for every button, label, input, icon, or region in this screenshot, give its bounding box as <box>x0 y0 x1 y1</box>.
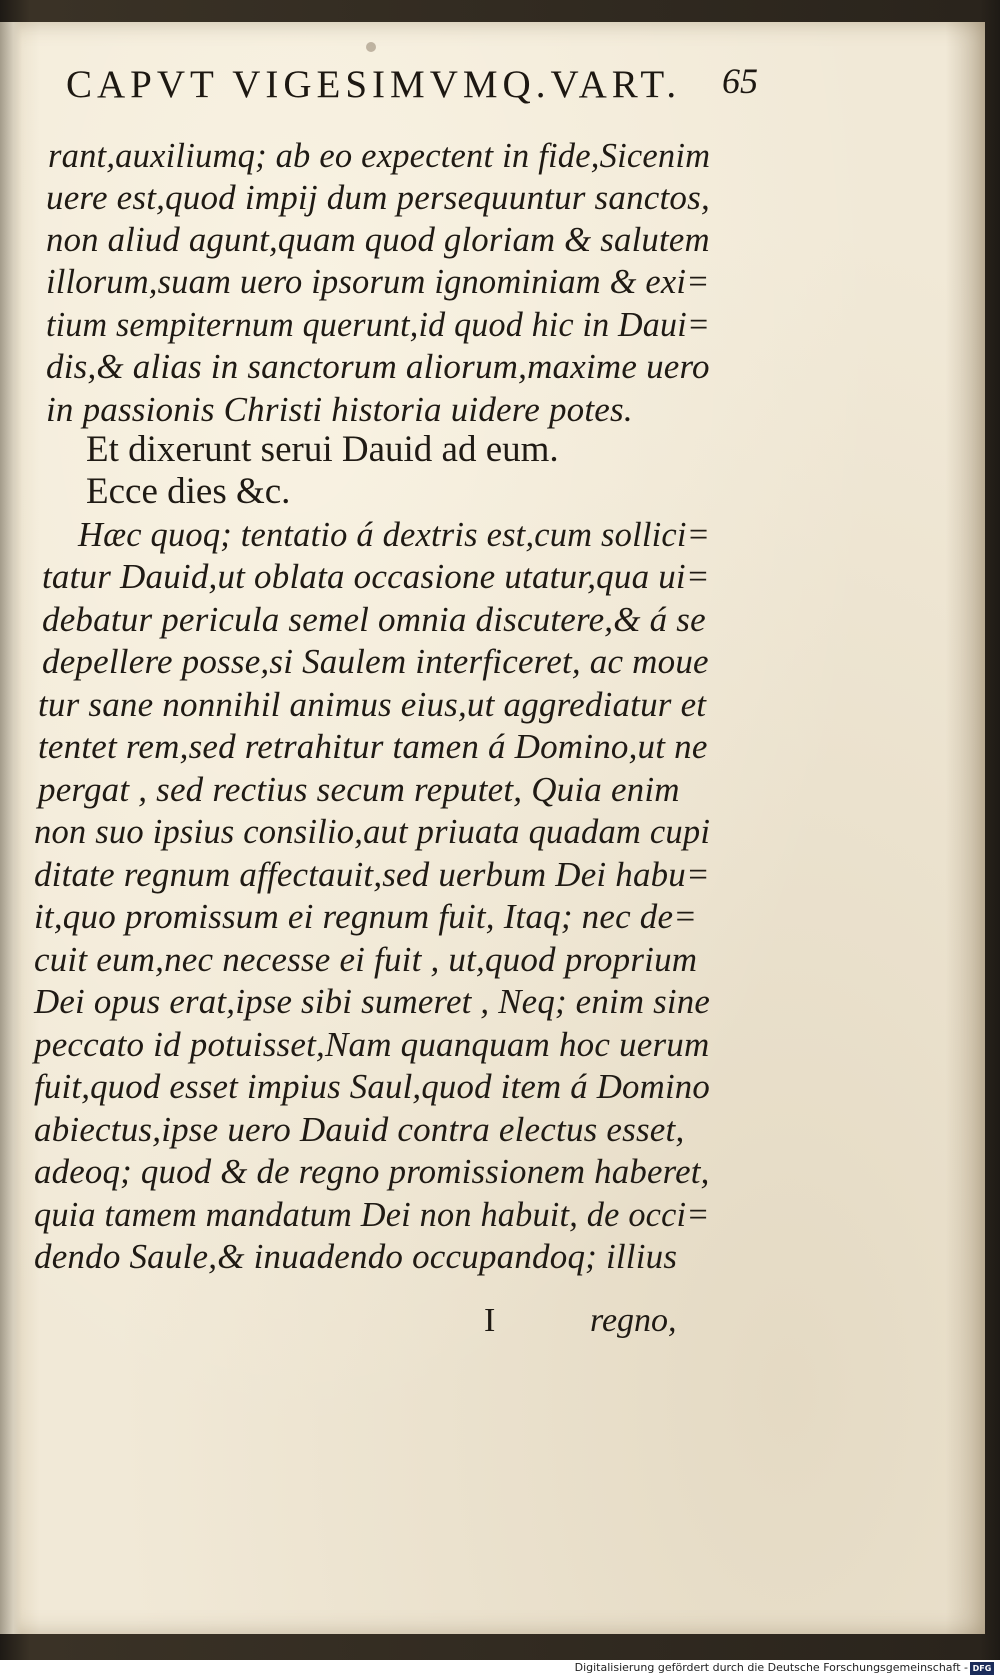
text-line: rant,auxiliumq; ab eo expectent in fide,Sicenim <box>48 136 711 175</box>
text-line: abiectus,ipse uero Dauid contra electus esset, <box>34 1110 685 1149</box>
text-line: depellere posse,si Saulem interficeret, ac moue <box>42 642 709 681</box>
text-line: non suo ipsius consilio,aut priuata quadam cupi <box>34 812 711 851</box>
text-line: tur sane nonnihil animus eius,ut aggrediatur et <box>38 685 707 724</box>
signature-mark: I <box>484 1302 496 1339</box>
binding-edge <box>0 22 22 1634</box>
text-line: dendo Saule,& inuadendo occupandoq; illius <box>34 1237 678 1276</box>
text-line: uere est,quod impij dum persequuntur sanctos, <box>46 178 710 217</box>
text-line: in passionis Christi historia uidere potes. <box>46 390 633 429</box>
section-heading-line: Et dixerunt serui Dauid ad eum. <box>86 429 559 470</box>
text-line: fuit,quod esset impius Saul,quod item á Domino <box>34 1067 711 1106</box>
running-head: CAPVT VIGESIMVMQ.VART. <box>66 63 682 106</box>
text-line: dis,& alias in sanctorum aliorum,maxime uero <box>46 347 710 386</box>
text-line: tatur Dauid,ut oblata occasione utatur,qua ui= <box>42 557 710 596</box>
text-line: tium sempiternum querunt,id quod hic in Daui= <box>46 305 711 344</box>
page-number: 65 <box>722 61 758 101</box>
text-line: cuit eum,nec necesse ei fuit , ut,quod proprium <box>34 940 698 979</box>
text-line: quia tamem mandatum Dei non habuit, de occi= <box>34 1195 710 1234</box>
text-line: pergat , sed rectius secum reputet, Quia enim <box>38 770 680 809</box>
text-line: it,quo promissum ei regnum fuit, Itaq; nec de= <box>34 897 698 936</box>
text-line: peccato id potuisset,Nam quanquam hoc uerum <box>34 1025 710 1064</box>
text-line: tentet rem,sed retrahitur tamen á Domino,ut ne <box>38 727 708 766</box>
binding-mark <box>366 42 376 52</box>
text-line: ditate regnum affectauit,sed uerbum Dei habu= <box>34 855 710 894</box>
text-line: debatur pericula semel omnia discutere,& á se <box>42 600 706 639</box>
text-line: non aliud agunt,quam quod gloriam & salutem <box>46 220 710 259</box>
text-line: Dei opus erat,ipse sibi sumeret , Neq; enim sine <box>34 982 711 1021</box>
text-line: Hæc quoq; tentatio á dextris est,cum sollici= <box>78 515 711 554</box>
section-heading-line: Ecce dies &c. <box>86 471 291 512</box>
dfg-logo: DFG <box>970 1662 994 1675</box>
text-line: adeoq; quod & de regno promissionem haberet, <box>34 1152 710 1191</box>
footer-credit: Digitalisierung gefördert durch die Deutsche Forschungsgemeinschaft - <box>574 1661 968 1674</box>
catchword: regno, <box>590 1302 677 1339</box>
text-line: illorum,suam uero ipsorum ignominiam & exi= <box>46 262 710 301</box>
